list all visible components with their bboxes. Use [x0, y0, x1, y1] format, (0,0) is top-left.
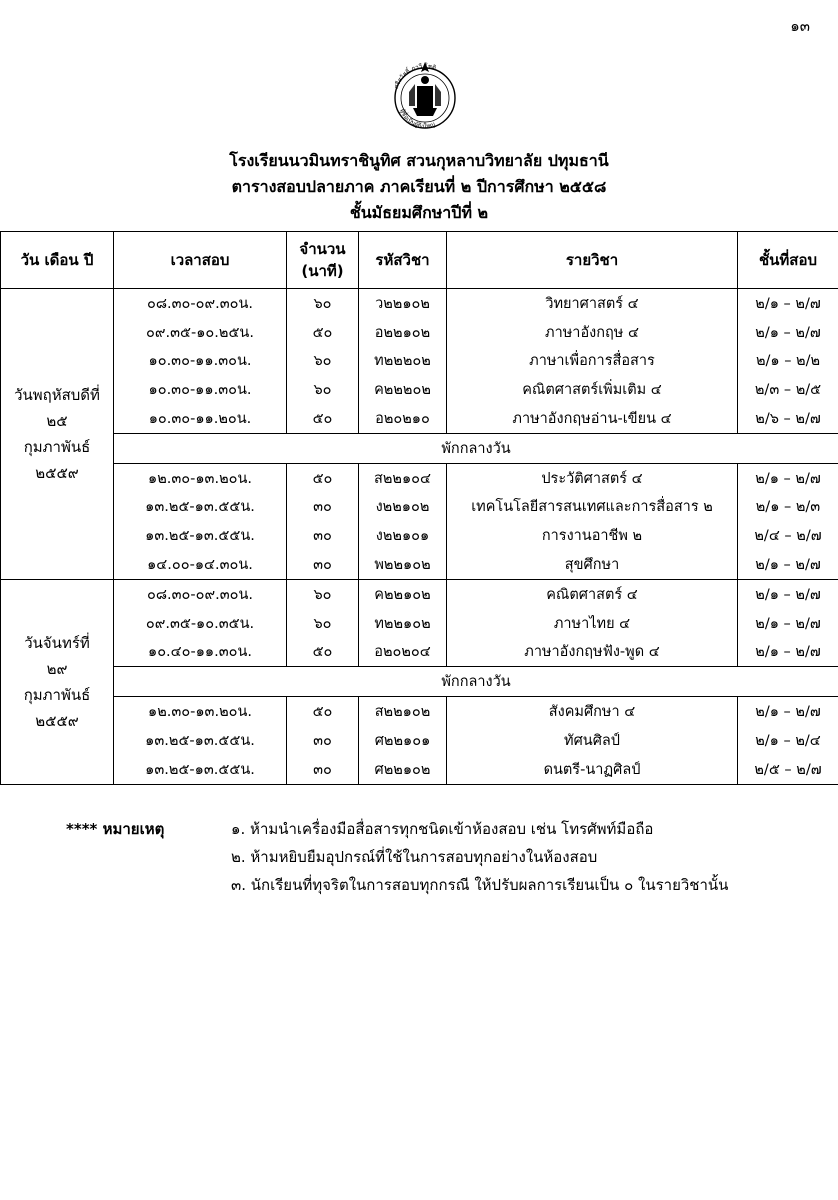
cell-rooms: ๒/๑ – ๒/๗: [738, 638, 838, 667]
lunch-break-row: [1, 667, 838, 697]
cell-code: อ๒๐๒๑๐: [359, 404, 447, 433]
table-row: [1, 463, 838, 492]
cell-time: ๐๘.๓๐-๐๙.๓๐น.: [114, 579, 287, 608]
cell-subject: สังคมศึกษา ๔: [447, 697, 738, 726]
note-item: ๓. นักเรียนที่ทุจริตในการสอบทุกกรณี ให้ปรับผลการเรียนเป็น ๐ ในรายวิชานั้น: [231, 876, 729, 894]
lunch-break-cell: พักกลางวัน: [114, 433, 838, 463]
cell-duration: ๓๐: [287, 726, 359, 755]
cell-time: ๑๓.๒๕-๑๓.๕๕น.: [114, 726, 287, 755]
cell-rooms: ๒/๑ – ๒/๓: [738, 493, 838, 522]
cell-duration: ๖๐: [287, 609, 359, 638]
table-row: [1, 347, 838, 376]
cell-rooms: ๒/๕ – ๒/๗: [738, 755, 838, 784]
cell-time: ๑๐.๔๐-๑๑.๓๐น.: [114, 638, 287, 667]
cell-duration: ๖๐: [287, 375, 359, 404]
cell-code: ค๒๒๑๐๒: [359, 579, 447, 608]
cell-subject: ภาษาอังกฤษอ่าน-เขียน ๔: [447, 404, 738, 433]
note-item: ๑. ห้ามนำเครื่องมือสื่อสารทุกชนิดเข้าห้องสอบ เช่น โทรศัพท์มือถือ: [231, 820, 654, 838]
table-row: [1, 318, 838, 347]
exam-schedule-table: [0, 231, 838, 785]
cell-time: ๑๒.๓๐-๑๓.๒๐น.: [114, 463, 287, 492]
cell-duration: ๓๐: [287, 521, 359, 550]
cell-subject: ภาษาเพื่อการสื่อสาร: [447, 347, 738, 376]
cell-duration: ๓๐: [287, 550, 359, 579]
cell-subject: ภาษาไทย ๔: [447, 609, 738, 638]
cell-code: ศ๒๒๑๐๒: [359, 755, 447, 784]
cell-time: ๑๒.๓๐-๑๓.๒๐น.: [114, 697, 287, 726]
cell-duration: ๓๐: [287, 493, 359, 522]
exam-day-line: กุมภาพันธ์: [23, 437, 91, 456]
exam-day-line: วันพฤหัสบดีที่: [14, 385, 100, 404]
cell-code: ค๒๒๒๐๒: [359, 375, 447, 404]
cell-time: ๐๘.๓๐-๐๙.๓๐น.: [114, 289, 287, 318]
cell-rooms: ๒/๖ – ๒/๗: [738, 404, 838, 433]
exam-day-cell: [1, 579, 114, 784]
table-row: [1, 404, 838, 433]
cell-time: ๐๙.๓๕-๑๐.๓๕น.: [114, 609, 287, 638]
cell-subject: วิทยาศาสตร์ ๔: [447, 289, 738, 318]
header-date: วัน เดือน ปี: [1, 232, 114, 289]
table-row: [1, 638, 838, 667]
cell-time: ๑๐.๓๐-๑๑.๓๐น.: [114, 375, 287, 404]
cell-subject: คณิตศาสตร์ ๔: [447, 579, 738, 608]
cell-subject: ภาษาอังกฤษฟัง-พูด ๔: [447, 638, 738, 667]
header-rooms: ชั้นที่สอบ: [738, 232, 838, 289]
table-row: [1, 726, 838, 755]
table-header-row: [1, 232, 838, 289]
note-item: ๒. ห้ามหยิบยืมอุปกรณ์ที่ใช้ในการสอบทุกอย่างในห้องสอบ: [231, 848, 598, 866]
cell-subject: คณิตศาสตร์เพิ่มเติม ๔: [447, 375, 738, 404]
cell-rooms: ๒/๓ – ๒/๕: [738, 375, 838, 404]
cell-rooms: ๒/๑ – ๒/๗: [738, 318, 838, 347]
header-subject: รายวิชา: [447, 232, 738, 289]
cell-rooms: ๒/๑ – ๒/๗: [738, 289, 838, 318]
exam-day-line: ๒๕๕๙: [35, 463, 79, 482]
table-row: [1, 579, 838, 608]
cell-duration: ๖๐: [287, 579, 359, 608]
cell-code: อ๒๒๑๐๒: [359, 318, 447, 347]
cell-code: ท๒๒๑๐๒: [359, 609, 447, 638]
cell-rooms: ๒/๔ – ๒/๗: [738, 521, 838, 550]
school-emblem: [385, 56, 465, 136]
exam-day-line: กุมภาพันธ์: [23, 685, 91, 704]
exam-day-line: ๒๕๕๙: [35, 711, 79, 730]
school-name: โรงเรียนนวมินทราชินูทิศ สวนกุหลาบวิทยาลัย ปทุมธานี: [229, 151, 609, 170]
cell-code: ง๒๒๑๐๒: [359, 493, 447, 522]
cell-duration: ๓๐: [287, 755, 359, 784]
exam-day-line: ๒๕: [46, 411, 68, 430]
table-row: [1, 493, 838, 522]
header-code: รหัสวิชา: [359, 232, 447, 289]
lunch-break-cell: พักกลางวัน: [114, 667, 838, 697]
cell-subject: เทคโนโลยีสารสนเทศและการสื่อสาร ๒: [447, 493, 738, 522]
emblem-top-text: ศรีสวัสดิ์ ภาวี โชติ: [393, 62, 437, 90]
cell-subject: ประวัติศาสตร์ ๔: [447, 463, 738, 492]
table-row: [1, 697, 838, 726]
emblem-bottom-text: ผู้ชื่อเป็นผู้ยิ่งใหญ่: [398, 108, 437, 131]
table-row: [1, 550, 838, 579]
cell-time: ๑๓.๒๕-๑๓.๕๕น.: [114, 521, 287, 550]
exam-day-line: วันจันทร์ที่: [24, 633, 90, 652]
cell-code: อ๒๐๒๐๔: [359, 638, 447, 667]
cell-subject: ภาษาอังกฤษ ๔: [447, 318, 738, 347]
cell-code: ว๒๒๑๐๒: [359, 289, 447, 318]
header-time: เวลาสอบ: [114, 232, 287, 289]
cell-time: ๐๙.๓๕-๑๐.๒๕น.: [114, 318, 287, 347]
table-row: [1, 609, 838, 638]
table-row: [1, 521, 838, 550]
notes-label: **** หมายเหตุ: [66, 820, 165, 838]
cell-rooms: ๒/๑ – ๒/๗: [738, 609, 838, 638]
cell-duration: ๕๐: [287, 463, 359, 492]
lunch-break-row: [1, 433, 838, 463]
page-number: ๑๓: [790, 17, 810, 35]
header-duration: จำนวน (นาที): [287, 232, 359, 289]
cell-subject: การงานอาชีพ ๒: [447, 521, 738, 550]
cell-code: ศ๒๒๑๐๑: [359, 726, 447, 755]
cell-duration: ๕๐: [287, 638, 359, 667]
cell-time: ๑๔.๐๐-๑๔.๓๐น.: [114, 550, 287, 579]
cell-duration: ๕๐: [287, 697, 359, 726]
cell-subject: ดนตรี-นาฏศิลป์: [447, 755, 738, 784]
table-row: [1, 755, 838, 784]
cell-time: ๑๓.๒๕-๑๓.๕๕น.: [114, 493, 287, 522]
cell-subject: ทัศนศิลป์: [447, 726, 738, 755]
grade-level: ชั้นมัธยมศึกษาปีที่ ๒: [349, 203, 489, 222]
cell-subject: สุขศึกษา: [447, 550, 738, 579]
cell-rooms: ๒/๑ – ๒/๗: [738, 463, 838, 492]
cell-duration: ๕๐: [287, 404, 359, 433]
table-row: [1, 375, 838, 404]
exam-day-cell: [1, 289, 114, 580]
cell-time: ๑๐.๓๐-๑๑.๓๐น.: [114, 347, 287, 376]
cell-time: ๑๓.๒๕-๑๓.๕๕น.: [114, 755, 287, 784]
cell-code: ง๒๒๑๐๑: [359, 521, 447, 550]
table-row: [1, 289, 838, 318]
cell-code: ส๒๒๑๐๒: [359, 697, 447, 726]
document-title: ตารางสอบปลายภาค ภาคเรียนที่ ๒ ปีการศึกษา ๒๕๕๘: [231, 177, 607, 196]
cell-time: ๑๐.๓๐-๑๑.๒๐น.: [114, 404, 287, 433]
cell-code: ท๒๒๒๐๒: [359, 347, 447, 376]
cell-rooms: ๒/๑ – ๒/๗: [738, 550, 838, 579]
cell-duration: ๕๐: [287, 318, 359, 347]
cell-code: ส๒๒๑๐๔: [359, 463, 447, 492]
cell-rooms: ๒/๑ – ๒/๒: [738, 347, 838, 376]
cell-rooms: ๒/๑ – ๒/๗: [738, 579, 838, 608]
exam-day-line: ๒๙: [46, 659, 68, 678]
document-header: [0, 148, 838, 226]
cell-code: พ๒๒๑๐๒: [359, 550, 447, 579]
notes-list: [231, 815, 728, 899]
cell-duration: ๖๐: [287, 347, 359, 376]
cell-duration: ๖๐: [287, 289, 359, 318]
cell-rooms: ๒/๑ – ๒/๗: [738, 697, 838, 726]
cell-rooms: ๒/๑ – ๒/๔: [738, 726, 838, 755]
